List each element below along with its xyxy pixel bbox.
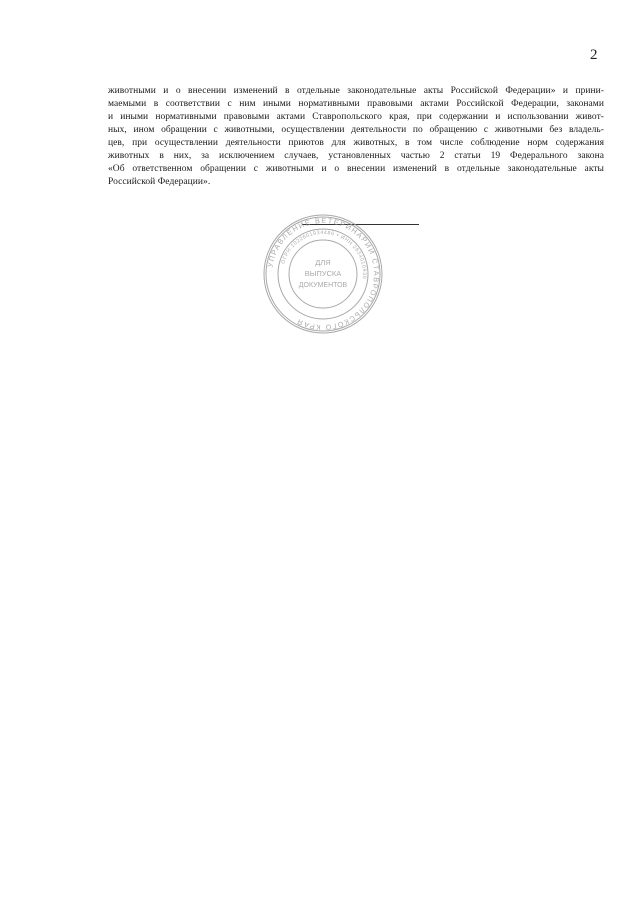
- text-line: Российской Федерации».: [108, 177, 211, 187]
- text-line: и иными нормативными правовыми актами Ставропольского края, при содержании и использовании живот-: [108, 112, 604, 122]
- official-stamp: [262, 213, 384, 335]
- text-line: животных в них, за исключением случаев, установленных частью 2 статьи 19 Федерального закона: [108, 151, 604, 161]
- page-number: 2: [590, 47, 598, 63]
- text-line: животными и о внесении изменений в отдельные законодательные акты Российской Федерации» и прини-: [108, 86, 604, 96]
- svg-text:ВЫПУСКА: ВЫПУСКА: [304, 269, 342, 278]
- stamp-seal-icon: [262, 213, 384, 335]
- text-line: цев, при осуществлении деятельности приютов для животных, в том числе соблюдение норм содержания: [108, 138, 604, 148]
- text-line: маемыми в соответствии с ним иными нормативными правовыми актами Российской Федерации, законами: [108, 99, 604, 109]
- svg-text:ДЛЯ: ДЛЯ: [315, 258, 331, 267]
- svg-text:УПРАВЛЕНИЕ ВЕТЕРИНАРИИ СТАВРОП: УПРАВЛЕНИЕ ВЕТЕРИНАРИИ СТАВРОПОЛЬСКОГО КРАЯ: [265, 215, 382, 333]
- text-line: ных, ином обращении с животными, осуществлении деятельности по обращению с животными без владель-: [108, 125, 604, 135]
- svg-text:ДОКУМЕНТОВ: ДОКУМЕНТОВ: [298, 282, 348, 289]
- body-paragraph: [108, 85, 604, 189]
- text-line: «Об ответственном обращении с животными и о внесении изменений в отдельные законодательные акты: [108, 164, 604, 174]
- svg-text:ОГРН 1022601934486 • ИНН 26340: ОГРН 1022601934486 • ИНН 2634010930: [280, 229, 368, 280]
